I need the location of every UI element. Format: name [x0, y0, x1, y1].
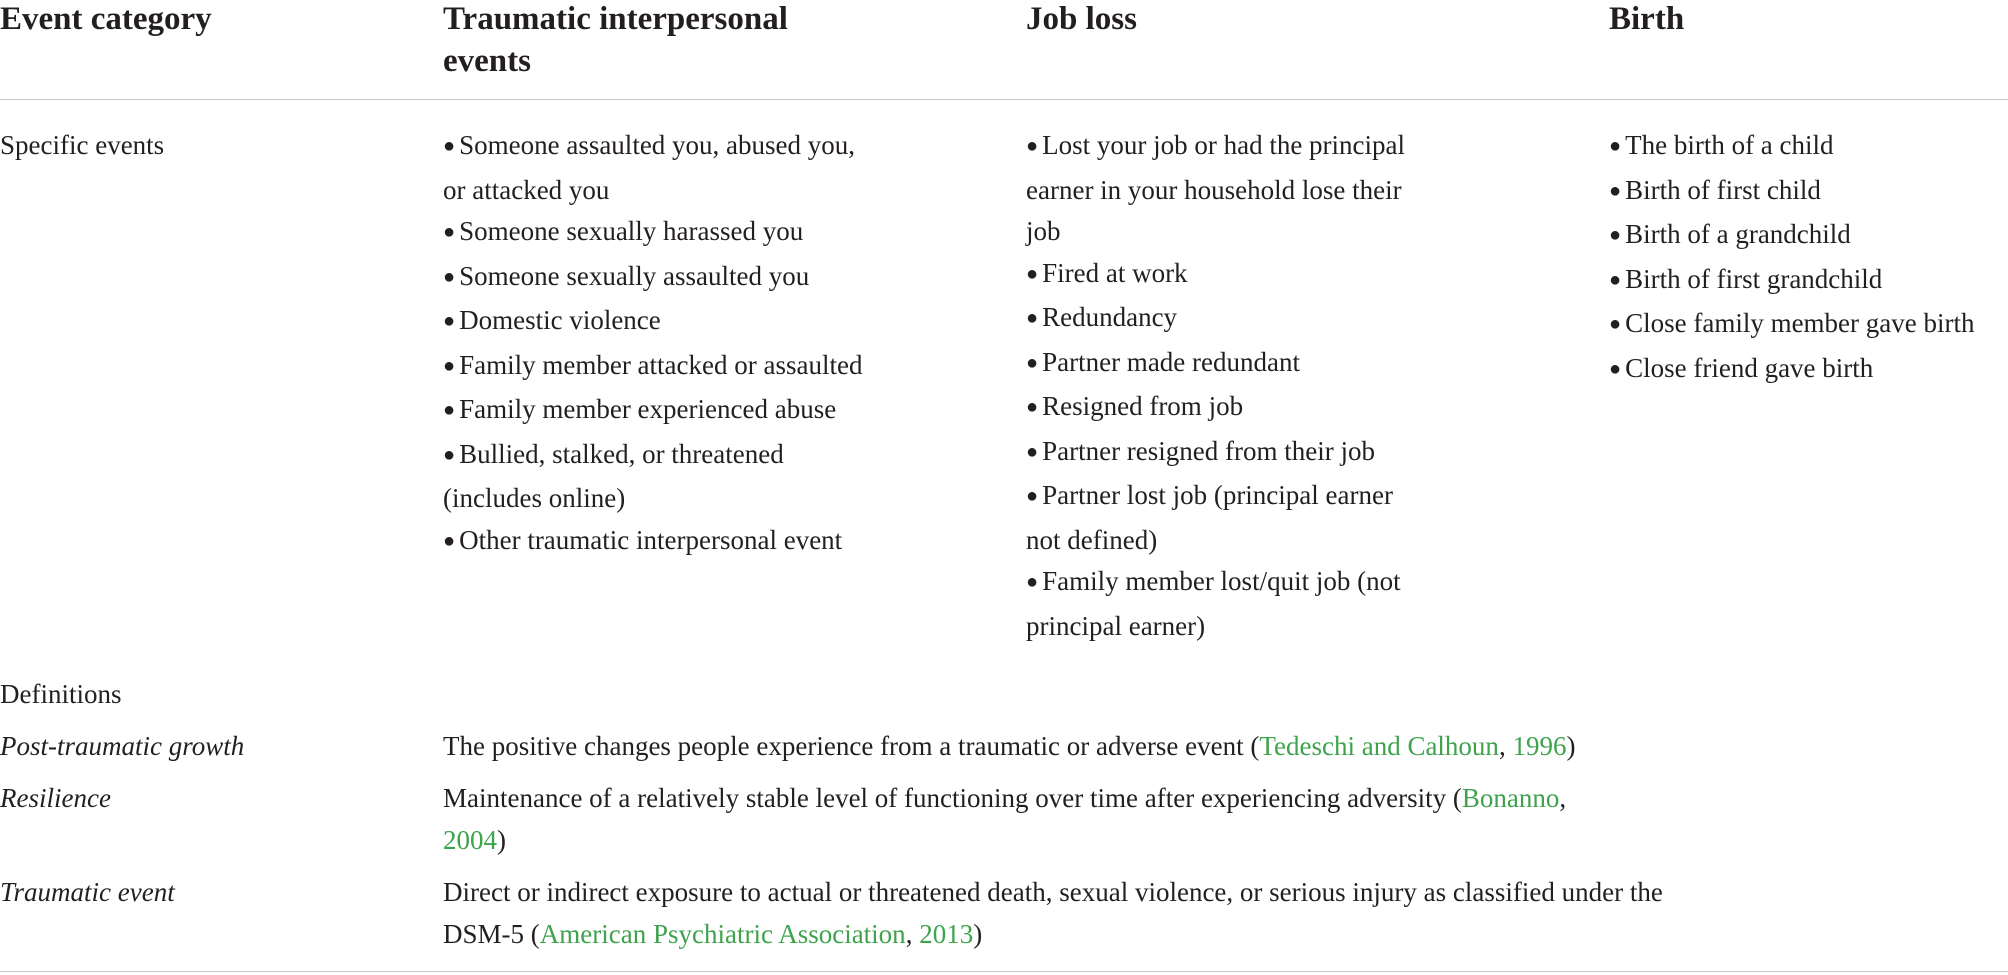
list-item [1609, 259, 2004, 304]
list-item [443, 211, 863, 256]
list-item [1026, 431, 1426, 476]
list-item [1609, 125, 2004, 170]
list-item-text: Someone sexually harassed you [459, 216, 804, 246]
definition-text-traumatic-event [443, 872, 1683, 955]
list-item-text: The birth of a child [1625, 130, 1834, 160]
bullet-icon: ● [1026, 571, 1039, 593]
job-loss-events-list [1026, 125, 1426, 647]
list-item-text: Partner made redundant [1042, 346, 1300, 377]
header-job-loss: Job loss [1026, 1, 1137, 37]
bullet-icon: ● [1609, 313, 1622, 335]
list-item [1026, 561, 1426, 647]
bullet-icon: ● [1609, 179, 1622, 202]
definition-text: Direct or indirect exposure to actual or threatened death, sexual violence, or serious injury as classified under the DSM-5 ( [443, 877, 1663, 949]
list-item [1026, 125, 1426, 253]
citation-year-link[interactable]: 2004 [443, 824, 497, 855]
citation-close: ) [497, 824, 506, 855]
list-item-text: Someone sexually assaulted you [459, 260, 810, 291]
list-item [443, 345, 863, 390]
list-item-text: Family member attacked or assaulted [459, 349, 863, 380]
list-item [443, 256, 863, 301]
header-birth: Birth [1609, 1, 1685, 37]
list-item-text: Other traumatic interpersonal event [459, 524, 843, 555]
citation-link[interactable]: Tedeschi and Calhoun [1259, 731, 1499, 761]
definition-text-post-traumatic-growth [443, 726, 1683, 768]
bullet-icon: ● [443, 399, 456, 421]
header-rule [0, 99, 2008, 100]
definition-term-traumatic-event: Traumatic event [0, 877, 175, 907]
row-label-definitions: Definitions [0, 679, 122, 709]
citation-link[interactable]: Bonanno [1461, 783, 1560, 813]
bullet-icon: ● [1609, 268, 1622, 291]
bullet-icon: ● [1026, 262, 1039, 285]
list-item [443, 300, 863, 345]
definition-term-resilience: Resilience [0, 783, 111, 813]
citation-separator: , [1559, 783, 1567, 813]
list-item [1609, 303, 2004, 348]
list-item [1026, 253, 1426, 298]
list-item-text: Family member experienced abuse [459, 394, 837, 424]
list-item-text: Domestic violence [459, 305, 661, 335]
list-item-text: Resigned from job [1042, 391, 1244, 421]
bullet-icon: ● [1026, 135, 1039, 157]
list-item-text: Fired at work [1042, 257, 1188, 288]
list-item [1026, 342, 1426, 387]
list-item-text: Redundancy [1042, 302, 1178, 332]
citation-year-link[interactable]: 2013 [919, 918, 974, 949]
list-item [1026, 475, 1426, 561]
bullet-icon: ● [443, 265, 456, 288]
citation-close: ) [973, 918, 983, 949]
bullet-icon: ● [443, 135, 456, 157]
list-item-text: Close friend gave birth [1625, 352, 1874, 383]
header-traumatic-interpersonal-events: Traumatic interpersonal events [443, 1, 788, 79]
bullet-icon: ● [1026, 440, 1039, 463]
list-item-text: Birth of first child [1625, 174, 1821, 205]
list-item [443, 125, 863, 211]
list-item-text: Partner lost job (principal earner not defined) [1026, 480, 1393, 555]
list-item-text: Birth of a grandchild [1625, 219, 1851, 249]
definition-text: Maintenance of a relatively stable level of functioning over time after experiencing adversity ( [443, 783, 1462, 813]
bullet-icon: ● [1026, 307, 1039, 329]
bullet-icon: ● [1609, 357, 1622, 380]
list-item [1026, 297, 1426, 342]
definition-term-post-traumatic-growth: Post-traumatic growth [0, 731, 245, 761]
row-label-specific-events: Specific events [0, 130, 165, 160]
list-item [1609, 170, 2004, 215]
list-item-text: Partner resigned from their job [1042, 435, 1375, 466]
list-item [1026, 386, 1426, 431]
bullet-icon: ● [1609, 224, 1622, 246]
list-item [443, 434, 863, 520]
bullet-icon: ● [443, 310, 456, 332]
list-item-text: Birth of first grandchild [1625, 263, 1883, 294]
citation-separator: , [1498, 731, 1513, 761]
citation-link[interactable]: American Psychiatric Association [539, 918, 906, 949]
bullet-icon: ● [1026, 396, 1039, 418]
bullet-icon: ● [443, 221, 456, 243]
header-event-category: Event category [0, 1, 212, 37]
list-item-text: Close family member gave birth [1625, 308, 1975, 338]
traumatic-events-list [443, 125, 863, 564]
citation-separator: , [905, 918, 920, 949]
definition-text: The positive changes people experience from a traumatic or adverse event ( [443, 731, 1260, 761]
bullet-icon: ● [1026, 485, 1039, 507]
list-item-text: Someone assaulted you, abused you, or attacked you [443, 130, 856, 205]
bullet-icon: ● [1609, 135, 1622, 157]
list-item-text: Bullied, stalked, or threatened (includes online) [443, 438, 784, 513]
list-item [1609, 214, 2004, 259]
birth-events-list [1609, 125, 2004, 392]
bullet-icon: ● [443, 354, 456, 377]
bottom-rule [0, 971, 2008, 972]
bullet-icon: ● [1026, 351, 1039, 374]
list-item-text: Lost your job or had the principal earner in your household lose their job [1026, 130, 1406, 246]
list-item [443, 520, 863, 565]
list-item-text: Family member lost/quit job (not principal earner) [1026, 566, 1401, 641]
bullet-icon: ● [443, 443, 456, 466]
bullet-icon: ● [443, 529, 456, 552]
citation-year-link[interactable]: 1996 [1512, 731, 1567, 761]
list-item [443, 389, 863, 434]
list-item [1609, 348, 2004, 393]
definition-text-resilience [443, 778, 1683, 861]
citation-close: ) [1566, 731, 1576, 761]
